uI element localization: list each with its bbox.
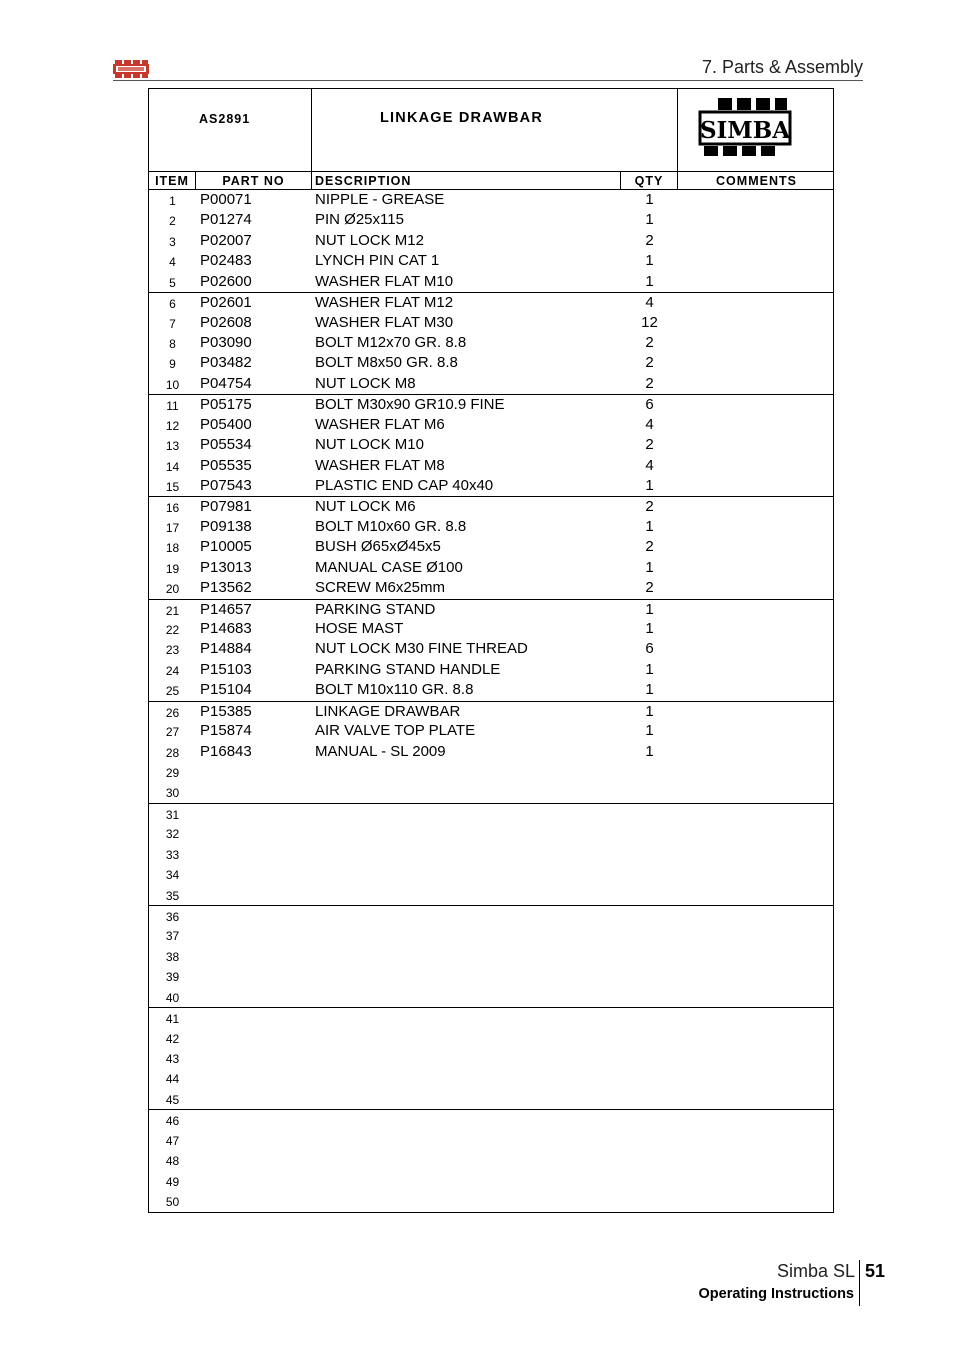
part-number: P15874	[200, 722, 252, 740]
item-number: 24	[165, 663, 180, 678]
part-number: P15385	[200, 702, 252, 720]
item-number: 10	[165, 377, 180, 392]
part-description: NUT LOCK M30 FINE THREAD	[315, 640, 528, 658]
part-number: P05400	[200, 415, 252, 433]
item-number: 19	[165, 561, 180, 576]
part-number: P07543	[200, 477, 252, 495]
table-row	[149, 476, 833, 496]
part-quantity: 1	[645, 211, 654, 229]
table-row	[149, 313, 833, 333]
simba-brand-logo-icon	[696, 96, 794, 158]
part-quantity: 1	[645, 600, 654, 618]
column-header-row	[149, 171, 833, 190]
column-header-item: ITEM	[149, 172, 196, 189]
part-description: LINKAGE DRAWBAR	[315, 702, 461, 720]
table-row	[149, 619, 833, 639]
item-number: 49	[165, 1174, 180, 1189]
table-row	[149, 292, 833, 312]
table-row	[149, 599, 833, 619]
item-number: 40	[165, 990, 180, 1005]
part-description: BOLT M10x60 GR. 8.8	[315, 517, 467, 535]
part-description: WASHER FLAT M6	[315, 415, 445, 433]
item-number: 9	[169, 357, 176, 372]
item-number: 41	[165, 1012, 180, 1027]
table-row	[149, 537, 833, 557]
assembly-number: AS2891	[199, 112, 251, 126]
item-number: 32	[165, 827, 180, 842]
item-number: 37	[165, 929, 180, 944]
part-quantity: 1	[645, 620, 654, 638]
part-number: P02601	[200, 294, 252, 312]
column-header-qty: QTY	[621, 172, 678, 189]
item-number: 47	[165, 1133, 180, 1148]
part-number: P14683	[200, 620, 252, 638]
product-name: Simba SL	[776, 1261, 855, 1281]
item-number: 34	[165, 868, 180, 883]
table-row	[149, 1089, 833, 1109]
header-divider	[113, 80, 863, 81]
column-header-part-no: PART NO	[196, 172, 312, 189]
table-row	[149, 558, 833, 578]
part-number: P02608	[200, 313, 252, 331]
item-number: 3	[169, 234, 176, 249]
part-number: P00071	[200, 191, 252, 208]
table-row	[149, 251, 833, 271]
part-number: P16843	[200, 742, 252, 760]
item-number: 31	[165, 807, 180, 822]
item-number: 44	[165, 1072, 180, 1087]
item-number: 1	[169, 194, 176, 208]
part-description: WASHER FLAT M30	[315, 313, 454, 331]
table-row	[149, 660, 833, 680]
table-row	[149, 946, 833, 966]
table-row	[149, 578, 833, 598]
part-quantity: 1	[645, 558, 654, 576]
part-number: P09138	[200, 517, 252, 535]
part-quantity: 2	[645, 579, 654, 597]
part-description: BOLT M10x110 GR. 8.8	[315, 681, 474, 699]
part-quantity: 4	[645, 294, 654, 312]
table-row	[149, 333, 833, 353]
item-number: 30	[165, 786, 180, 801]
table-row	[149, 1191, 833, 1211]
item-number: 16	[165, 501, 180, 516]
part-quantity: 2	[645, 436, 654, 454]
item-number: 29	[165, 766, 180, 781]
item-number: 17	[165, 520, 180, 535]
table-row	[149, 272, 833, 292]
part-description: NIPPLE - GREASE	[315, 191, 445, 208]
item-number: 7	[169, 316, 176, 331]
table-row	[149, 1028, 833, 1048]
item-number: 26	[165, 705, 180, 720]
part-description: PARKING STAND HANDLE	[315, 660, 501, 678]
table-row	[149, 190, 833, 210]
item-number: 33	[165, 847, 180, 862]
item-number: 4	[169, 255, 176, 270]
table-row	[149, 742, 833, 762]
part-number: P13013	[200, 558, 252, 576]
part-quantity: 2	[645, 374, 654, 392]
part-description: LYNCH PIN CAT 1	[315, 252, 440, 270]
table-row	[149, 353, 833, 373]
table-row	[149, 823, 833, 843]
table-row	[149, 905, 833, 925]
part-description: NUT LOCK M6	[315, 498, 416, 516]
item-number: 28	[165, 745, 180, 760]
part-quantity: 2	[645, 231, 654, 249]
section-title: 7. Parts & Assembly	[701, 57, 863, 77]
part-quantity: 6	[645, 396, 654, 414]
part-description: MANUAL CASE Ø100	[315, 558, 463, 576]
table-row	[149, 1068, 833, 1088]
table-row	[149, 721, 833, 741]
part-description: PLASTIC END CAP 40x40	[315, 477, 494, 495]
item-number: 8	[169, 337, 176, 351]
table-row	[149, 987, 833, 1007]
part-description: WASHER FLAT M10	[315, 272, 454, 290]
part-quantity: 1	[645, 702, 654, 720]
table-row	[149, 782, 833, 802]
part-number: P03090	[200, 334, 252, 351]
part-quantity: 1	[645, 681, 654, 699]
part-description: BOLT M30x90 GR10.9 FINE	[315, 396, 505, 414]
table-row	[149, 864, 833, 884]
simba-logo-icon	[113, 60, 149, 78]
table-row	[149, 1150, 833, 1170]
item-number: 36	[165, 910, 180, 925]
item-number: 12	[165, 418, 180, 433]
item-number: 13	[165, 439, 180, 454]
part-number: P14884	[200, 640, 252, 658]
table-row	[149, 1007, 833, 1027]
table-row	[149, 1048, 833, 1068]
item-number: 18	[165, 541, 180, 556]
part-description: HOSE MAST	[315, 620, 404, 638]
part-quantity: 1	[645, 660, 654, 678]
table-row	[149, 517, 833, 537]
part-quantity: 4	[645, 415, 654, 433]
item-number: 48	[165, 1154, 180, 1169]
part-quantity: 1	[645, 477, 654, 495]
part-description: BOLT M8x50 GR. 8.8	[315, 354, 458, 372]
part-description: PIN Ø25x115	[315, 211, 404, 229]
part-quantity: 1	[645, 742, 654, 760]
item-number: 46	[165, 1114, 180, 1129]
table-row	[149, 639, 833, 659]
table-row	[149, 966, 833, 986]
item-number: 22	[165, 623, 180, 638]
table-row	[149, 374, 833, 394]
part-number: P05175	[200, 396, 252, 414]
table-row	[149, 1109, 833, 1129]
item-number: 23	[165, 643, 180, 658]
part-description: AIR VALVE TOP PLATE	[315, 722, 476, 740]
item-number: 2	[169, 214, 176, 229]
page-number: 51	[865, 1261, 886, 1281]
part-description: NUT LOCK M10	[315, 436, 424, 454]
svg-text:SIMBA: SIMBA	[699, 117, 791, 144]
table-row	[149, 844, 833, 864]
item-number: 38	[165, 949, 180, 964]
part-number: P14657	[200, 600, 252, 618]
item-number: 42	[165, 1031, 180, 1046]
item-number: 6	[169, 297, 176, 312]
assembly-title-row	[149, 89, 833, 171]
part-quantity: 4	[645, 456, 654, 474]
table-row	[149, 435, 833, 455]
item-number: 20	[165, 582, 180, 597]
item-number: 21	[165, 603, 180, 618]
table-row	[149, 1130, 833, 1150]
item-number: 45	[165, 1092, 180, 1107]
part-description: BOLT M12x70 GR. 8.8	[315, 334, 467, 351]
part-number: P05535	[200, 456, 252, 474]
part-number: P05534	[200, 436, 252, 454]
document-subtitle: Operating Instructions	[698, 1286, 854, 1302]
column-header-description: DESCRIPTION	[312, 172, 621, 189]
item-number: 43	[165, 1052, 180, 1067]
table-row	[149, 231, 833, 251]
part-number: P02483	[200, 252, 252, 270]
part-number: P04754	[200, 374, 252, 392]
item-number: 11	[166, 399, 179, 414]
item-number: 25	[165, 684, 180, 699]
part-number: P10005	[200, 538, 252, 556]
part-description: NUT LOCK M12	[315, 231, 424, 249]
part-number: P03482	[200, 354, 252, 372]
table-row	[149, 803, 833, 823]
item-number: 27	[165, 725, 180, 740]
item-number: 39	[165, 970, 180, 985]
part-number: P07981	[200, 498, 252, 516]
table-row	[149, 394, 833, 414]
part-number: P02600	[200, 272, 252, 290]
part-description: BUSH Ø65xØ45x5	[315, 538, 441, 556]
part-quantity: 2	[645, 354, 654, 372]
part-quantity: 1	[645, 517, 654, 535]
part-quantity: 12	[641, 313, 658, 331]
table-row	[149, 456, 833, 476]
table-row	[149, 1171, 833, 1191]
item-number: 15	[165, 480, 180, 495]
item-number: 50	[165, 1195, 180, 1210]
part-description: NUT LOCK M8	[315, 374, 416, 392]
column-header-comments: COMMENTS	[716, 174, 797, 188]
part-quantity: 1	[645, 272, 654, 290]
part-quantity: 2	[645, 334, 654, 351]
table-row	[149, 701, 833, 721]
part-description: WASHER FLAT M12	[315, 294, 454, 312]
part-quantity: 1	[645, 191, 654, 208]
part-number: P01274	[200, 211, 252, 229]
table-row	[149, 415, 833, 435]
table-row	[149, 680, 833, 700]
footer-divider	[859, 1260, 860, 1306]
table-row	[149, 885, 833, 905]
part-number: P15104	[200, 681, 252, 699]
part-description: MANUAL - SL 2009	[315, 742, 446, 760]
table-row	[149, 762, 833, 782]
table-row	[149, 496, 833, 516]
part-description: PARKING STAND	[315, 600, 436, 618]
part-number: P02007	[200, 231, 252, 249]
table-row	[149, 925, 833, 945]
part-quantity: 2	[645, 498, 654, 516]
item-number: 5	[169, 275, 176, 290]
item-number: 35	[165, 888, 180, 903]
part-quantity: 6	[645, 640, 654, 658]
parts-sheet	[148, 88, 834, 1213]
part-description: SCREW M6x25mm	[315, 579, 446, 597]
part-quantity: 1	[645, 252, 654, 270]
part-number: P13562	[200, 579, 252, 597]
table-row	[149, 210, 833, 230]
assembly-title: LINKAGE DRAWBAR	[380, 110, 543, 126]
part-quantity: 2	[645, 538, 654, 556]
part-description: WASHER FLAT M8	[315, 456, 445, 474]
part-quantity: 1	[645, 722, 654, 740]
part-number: P15103	[200, 660, 252, 678]
item-number: 14	[165, 459, 180, 474]
